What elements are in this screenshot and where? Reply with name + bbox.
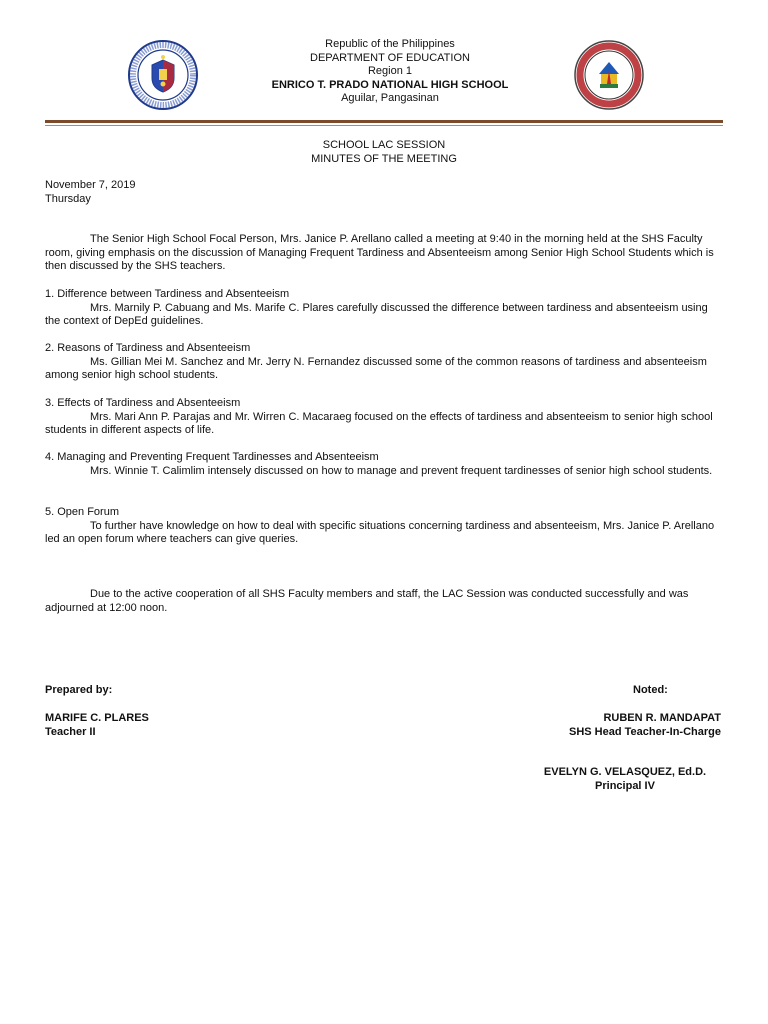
- letterhead-school-name: ENRICO T. PRADO NATIONAL HIGH SCHOOL: [271, 78, 509, 91]
- section-2: [45, 342, 720, 383]
- meeting-day: Thursday: [45, 192, 91, 205]
- section-text: To further have knowledge on how to deal with specific situations concerning tardiness and absenteeism, Mrs. Janice P. Arellano led an open forum where teachers can give queries.: [45, 519, 715, 545]
- section-4: [45, 451, 720, 478]
- section-heading: 4. Managing and Preventing Frequent Tardinesses and Absenteeism: [45, 451, 379, 463]
- document-title: [0, 139, 768, 166]
- noted-label: Noted:: [633, 684, 668, 696]
- letterhead-republic: Republic of the Philippines: [325, 38, 455, 50]
- noter2-name: EVELYN G. VELASQUEZ, Ed.D.: [543, 766, 707, 778]
- title-session: SCHOOL LAC SESSION: [322, 139, 446, 151]
- noter1-name: RUBEN R. MANDAPAT: [603, 712, 721, 724]
- header-divider-thin: [45, 125, 723, 126]
- prepared-by-label: Prepared by:: [45, 684, 113, 696]
- letterhead-region: Region 1: [367, 65, 413, 77]
- letterhead: [180, 38, 600, 106]
- letterhead-address: Aguilar, Pangasinan: [341, 92, 439, 104]
- noter1-title: SHS Head Teacher-In-Charge: [568, 725, 721, 738]
- header-divider: [45, 120, 723, 123]
- closing-paragraph: Due to the active cooperation of all SHS Faculty members and staff, the LAC Session was conducted successfully and was adjourned at 12:00 noon.: [45, 588, 689, 614]
- section-text: Mrs. Winnie T. Calimlim intensely discussed on how to manage and prevent frequent tardinesses of senior high school students.: [90, 464, 713, 477]
- section-heading: 1. Difference between Tardiness and Absenteeism: [45, 288, 290, 300]
- section-1: [45, 288, 720, 329]
- section-text: Ms. Gillian Mei M. Sanchez and Mr. Jerry N. Fernandez discussed some of the common reasons of tardiness and absenteeism among senior high school students.: [45, 355, 707, 381]
- section-text: Mrs. Mari Ann P. Parajas and Mr. Wirren C. Macaraeg focused on the effects of tardiness and absenteeism to senior high school students in different aspects of life.: [45, 410, 713, 436]
- noter1-signature-block: [520, 712, 721, 739]
- meeting-date-block: [45, 179, 720, 206]
- preparer-name: MARIFE C. PLARES: [45, 712, 149, 724]
- intro-paragraph: The Senior High School Focal Person, Mrs. Janice P. Arellano called a meeting at 9:40 in the morning held at the SHS Faculty room, giving emphasis on the discussion of Managing Frequent Tardiness and Absenteeism among Senior High School Students which is then discussed by the SHS teachers.: [45, 233, 714, 272]
- section-heading: 5. Open Forum: [45, 506, 119, 518]
- letterhead-department: DEPARTMENT OF EDUCATION: [310, 51, 470, 64]
- section-5: [45, 506, 720, 547]
- section-heading: 2. Reasons of Tardiness and Absenteeism: [45, 342, 251, 354]
- section-3: [45, 397, 720, 438]
- preparer-title: Teacher II: [45, 725, 96, 738]
- section-text: Mrs. Marnily P. Cabuang and Ms. Marife C. Plares carefully discussed the difference between tardiness and absenteeism using the context of DepEd guidelines.: [45, 301, 708, 327]
- section-heading: 3. Effects of Tardiness and Absenteeism: [45, 397, 241, 409]
- noter2-signature-block: [500, 766, 750, 793]
- noter2-title: Principal IV: [595, 779, 655, 792]
- meeting-date: November 7, 2019: [45, 179, 136, 191]
- title-minutes: MINUTES OF THE MEETING: [311, 152, 457, 165]
- preparer-signature-block: [45, 712, 149, 739]
